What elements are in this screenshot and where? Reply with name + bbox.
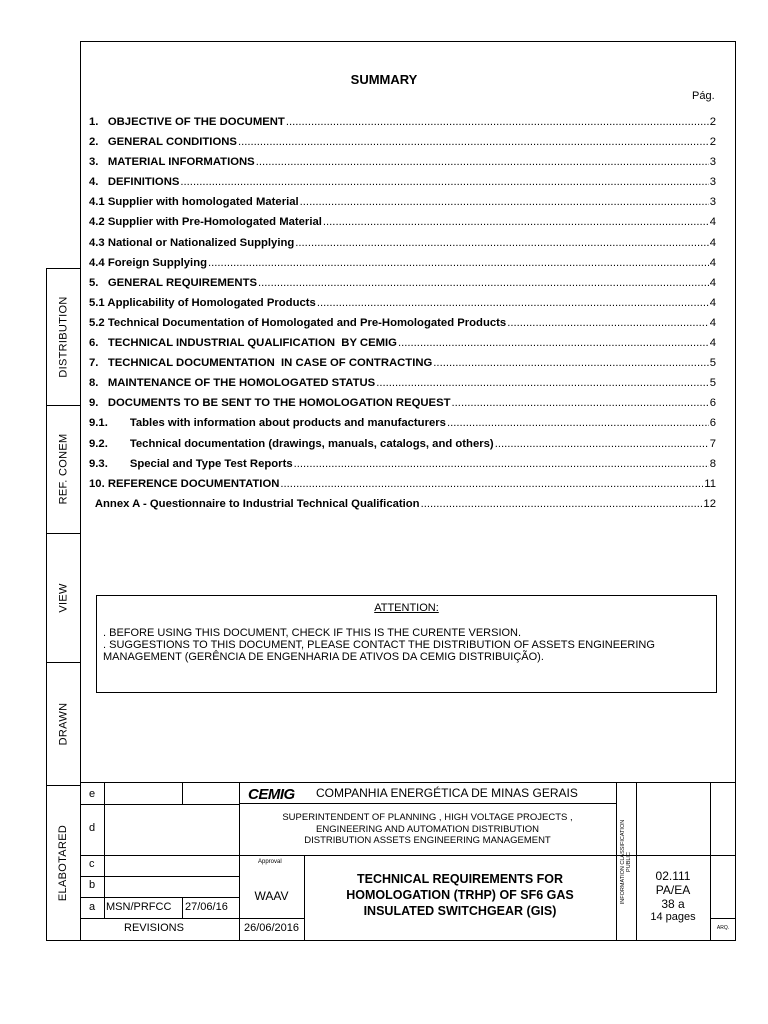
table-of-contents <box>89 116 716 518</box>
toc-entry-page: 3 <box>709 156 716 169</box>
cemig-logo: CEMIG <box>248 786 295 803</box>
toc-entry[interactable] <box>89 317 716 337</box>
toc-entry[interactable] <box>89 357 716 377</box>
toc-entry-label: 6. TECHNICAL INDUSTRIAL QUALIFICATION BY CEMIG <box>89 337 397 350</box>
side-label-distribution: DISTRIBUTION <box>57 295 70 378</box>
toc-entry[interactable] <box>89 156 716 176</box>
revisions-date: 26/06/2016 <box>243 922 300 934</box>
toc-entry-label: 5.1 Applicability of Homologated Products <box>89 296 316 309</box>
toc-entry-page: 11 <box>704 477 716 490</box>
toc-leader-dots <box>421 498 703 510</box>
toc-leader-dots <box>495 438 709 450</box>
toc-entry-label: 5. GENERAL REQUIREMENTS <box>89 276 258 289</box>
revision-letter: b <box>89 879 96 891</box>
toc-entry-page: 5 <box>709 377 716 390</box>
approver: WAAV <box>254 889 289 903</box>
summary-title: SUMMARY <box>350 72 418 87</box>
toc-entry-label: Annex A - Questionnaire to Industrial Technical Qualification <box>89 497 420 510</box>
toc-entry-label: 4. DEFINITIONS <box>89 176 180 189</box>
revision-date: 27/06/16 <box>185 901 228 913</box>
toc-entry-label: 9.2. Technical documentation (drawings, manuals, catalogs, and others) <box>89 437 494 450</box>
toc-leader-dots <box>323 216 709 228</box>
toc-leader-dots <box>300 196 709 208</box>
classification-label: INFORMATION CLASSIFICATION <box>620 819 627 904</box>
toc-entry-label: 3. MATERIAL INFORMATIONS <box>89 156 255 169</box>
toc-entry[interactable] <box>89 337 716 357</box>
toc-entry[interactable] <box>89 397 716 417</box>
toc-leader-dots <box>258 277 709 289</box>
attention-title: ATTENTION: <box>374 602 439 614</box>
toc-entry-page: 8 <box>709 457 716 470</box>
toc-leader-dots <box>398 337 709 349</box>
toc-leader-dots <box>452 397 709 409</box>
toc-entry-page: 12 <box>703 497 716 510</box>
toc-entry-label: 4.2 Supplier with Pre-Homologated Material <box>89 216 322 229</box>
document-title-line: HOMOLOGATION (TRHP) OF SF6 GAS <box>346 888 574 902</box>
revision-letter: d <box>89 822 96 834</box>
toc-entry-page: 7 <box>709 437 716 450</box>
toc-entry[interactable] <box>89 478 716 498</box>
toc-entry-page: 5 <box>709 357 716 370</box>
toc-leader-dots <box>376 377 709 389</box>
page-count: 14 pages <box>650 911 696 923</box>
toc-entry[interactable] <box>89 176 716 196</box>
department-line: ENGINEERING AND AUTOMATION DISTRIBUTION <box>316 824 539 835</box>
document-code: PA/EA <box>655 883 691 897</box>
toc-entry-page: 3 <box>709 176 716 189</box>
toc-entry-page: 2 <box>709 136 716 149</box>
toc-leader-dots <box>507 317 709 329</box>
toc-entry[interactable] <box>89 136 716 156</box>
side-label-elaborated: ELABOTARED <box>57 824 70 902</box>
revisions-label: REVISIONS <box>124 922 184 934</box>
toc-entry[interactable] <box>89 417 716 437</box>
attention-line: . BEFORE USING THIS DOCUMENT, CHECK IF THIS IS THE CURENTE VERSION. <box>103 627 522 639</box>
classification-value: PUBLIC <box>626 851 633 872</box>
toc-entry-page: 6 <box>709 397 716 410</box>
toc-entry[interactable] <box>89 237 716 257</box>
toc-entry-label: 10. REFERENCE DOCUMENTATION <box>89 477 280 490</box>
toc-leader-dots <box>286 116 709 128</box>
toc-entry-label: 5.2 Technical Documentation of Homologated and Pre-Homologated Products <box>89 316 507 329</box>
toc-entry-label: 8. MAINTENANCE OF THE HOMOLOGATED STATUS <box>89 377 376 390</box>
toc-entry-page: 3 <box>709 196 716 209</box>
toc-entry[interactable] <box>89 277 716 297</box>
document-title-line: TECHNICAL REQUIREMENTS FOR <box>356 872 564 886</box>
toc-entry-label: 4.3 National or Nationalized Supplying <box>89 236 295 249</box>
toc-entry[interactable] <box>89 297 716 317</box>
toc-leader-dots <box>180 176 708 188</box>
toc-leader-dots <box>317 297 709 309</box>
toc-leader-dots <box>208 257 709 269</box>
toc-entry[interactable] <box>89 257 716 277</box>
toc-entry[interactable] <box>89 458 716 478</box>
toc-leader-dots <box>256 156 709 168</box>
toc-entry-label: 4.1 Supplier with homologated Material <box>89 196 299 209</box>
toc-entry-page: 4 <box>709 337 716 350</box>
revision-letter: c <box>89 858 95 870</box>
toc-entry-label: 4.4 Foreign Supplying <box>89 256 207 269</box>
toc-leader-dots <box>295 237 708 249</box>
toc-entry[interactable] <box>89 216 716 236</box>
toc-entry[interactable] <box>89 116 716 136</box>
document-title-line: INSULATED SWITCHGEAR (GIS) <box>363 904 557 918</box>
document-revision: 38 a <box>661 897 685 911</box>
toc-entry-page: 4 <box>709 276 716 289</box>
toc-entry[interactable] <box>89 196 716 216</box>
toc-leader-dots <box>280 478 703 490</box>
toc-entry-page: 4 <box>709 296 716 309</box>
toc-entry-label: 9.1. Tables with information about products and manufacturers <box>89 417 446 430</box>
toc-leader-dots <box>433 357 708 369</box>
toc-entry-page: 4 <box>709 256 716 269</box>
department-line: DISTRIBUTION ASSETS ENGINEERING MANAGEMENT <box>304 835 551 846</box>
attention-line: . SUGGESTIONS TO THIS DOCUMENT, PLEASE CONTACT THE DISTRIBUTION OF ASSETS ENGINEERING <box>103 639 655 651</box>
revision-author: MSN/PRFCC <box>106 901 172 913</box>
toc-leader-dots <box>294 458 709 470</box>
revision-letter: e <box>89 788 96 800</box>
archive-label: ARQ. <box>716 925 730 931</box>
toc-leader-dots <box>447 417 709 429</box>
toc-leader-dots <box>238 136 709 148</box>
department-line: SUPERINTENDENT OF PLANNING , HIGH VOLTAGE PROJECTS , <box>282 812 573 823</box>
toc-entry-label: 9.3. Special and Type Test Reports <box>89 457 293 470</box>
revision-letter: a <box>89 901 96 913</box>
toc-entry-label: 2. GENERAL CONDITIONS <box>89 136 237 149</box>
side-label-ref-conem: REF. CONEM <box>57 433 70 505</box>
toc-entry-label: 1. OBJECTIVE OF THE DOCUMENT <box>89 116 285 128</box>
classification-cell <box>616 782 636 941</box>
attention-line: MANAGEMENT (GERÊNCIA DE ENGENHARIA DE ATIVOS DA CEMIG DISTRIBUIÇÃO). <box>103 651 544 663</box>
side-label-drawn: DRAWN <box>57 702 70 745</box>
toc-entry-page: 4 <box>709 236 716 249</box>
toc-entry-label: 7. TECHNICAL DOCUMENTATION IN CASE OF CONTRACTING <box>89 357 433 370</box>
attention-box <box>96 595 717 693</box>
toc-entry-label: 9. DOCUMENTS TO BE SENT TO THE HOMOLOGATION REQUEST <box>89 397 451 410</box>
company-name: COMPANHIA ENERGÉTICA DE MINAS GERAIS <box>316 786 578 800</box>
toc-entry[interactable] <box>89 377 716 397</box>
toc-entry-page: 4 <box>709 316 716 329</box>
side-label-view: VIEW <box>57 582 70 613</box>
toc-entry[interactable] <box>89 438 716 458</box>
toc-entry[interactable] <box>89 498 716 518</box>
toc-entry-page: 4 <box>709 216 716 229</box>
toc-entry-page: 6 <box>709 417 716 430</box>
page-column-header: Pág. <box>692 90 715 102</box>
document-number: 02.111 <box>655 869 691 883</box>
approval-label: Approval <box>258 859 282 865</box>
toc-entry-page: 2 <box>709 116 716 128</box>
